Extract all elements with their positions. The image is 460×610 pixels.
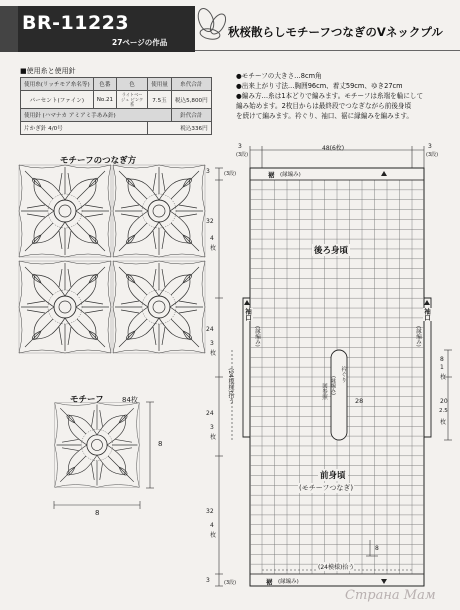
info-method-3: を続けて編みます。衿ぐり、袖口、裾に縁編みを編みます。 <box>236 112 413 120</box>
rdim-2-5: 2.5 <box>439 408 448 414</box>
info-motif-size: ●モチーフの大きさ…8cm角 <box>236 72 322 80</box>
info-method-2: 編み始めます。2枚目からは最終段でつなぎながら前後身頃 <box>236 102 412 110</box>
dim-3: 3 <box>206 168 210 175</box>
th-amount: 使用量 <box>148 78 172 91</box>
hem-top-sub: (縁編み) <box>280 172 301 178</box>
top-center-dim: 48(6枚) <box>322 145 345 152</box>
rdim-mai2: 枚 <box>440 419 447 426</box>
dim-mai-c: 枚 <box>210 434 217 441</box>
motif-dim-horizontal: 8 <box>95 509 100 517</box>
dim-24a: 24 <box>206 326 214 333</box>
dim-mai-b: 枚 <box>210 350 217 357</box>
top-left-rows: (3段) <box>236 152 249 158</box>
back-body-label: 後ろ身頃 <box>314 246 349 256</box>
rdim-8: 8 <box>440 356 444 363</box>
th-yarn: 使用糸(リッチモア糸名等) <box>21 78 94 91</box>
dim-3c-rows: (3段) <box>224 580 237 586</box>
pickup-bottom: (24模様)拾う <box>318 564 355 571</box>
needle-cost: 税込336円 <box>148 122 212 135</box>
pattern-title: 秋桜散らしモチーフつなぎのVネックプル <box>228 25 443 39</box>
info-method-1: ●編み方…糸は1本どりで編みます。モチーフは糸端を輪にして <box>236 92 424 100</box>
td-amount: 7.5玉 <box>148 91 172 109</box>
neckline-sub: (縁編み) <box>330 376 336 395</box>
th-color: 色 <box>117 78 148 91</box>
dim-mai-a: 枚 <box>210 245 217 252</box>
dim-3-rows: (3段) <box>224 171 237 177</box>
needle-label: 使用針 (ハマナカ アミアミ手あみ針) <box>21 109 172 122</box>
pickup-side: (24模様)拾う <box>227 368 234 405</box>
dim-32b: 32 <box>206 508 214 515</box>
motif-dim-vertical: 8 <box>158 440 163 448</box>
dim-3b: 3 <box>210 424 214 431</box>
hem-bottom-sub: (縁編み) <box>278 579 299 585</box>
sleeve-right-sub: (縁編み) <box>415 326 421 347</box>
td-colornum: No.21 <box>93 91 116 109</box>
th-cost: 糸代合計 <box>171 78 211 91</box>
td-yarn: パーセント(ファイン) <box>21 91 94 109</box>
dim-4b: 4 <box>210 522 214 529</box>
watermark: Страна Мам <box>345 588 436 603</box>
front-body-label: 前身頃 <box>320 471 346 481</box>
dim-4a: 4 <box>210 235 214 242</box>
pattern-id: BR-11223 <box>22 12 130 34</box>
motif-count: 84枚 <box>122 396 138 404</box>
motif-title: モチーフ <box>70 395 104 405</box>
neckline-ref: 図参照 <box>321 383 327 400</box>
needle-cost-label: 針代合計 <box>171 109 211 122</box>
td-color: ライトベージュ ピンク系 <box>117 91 148 109</box>
dim-32a: 32 <box>206 218 214 225</box>
info-finished-size: ●出来上がり寸法…胸囲96cm、着丈59cm、ゆき27cm <box>236 82 403 90</box>
rdim-20: 20 <box>440 398 448 405</box>
top-right-dim: 3 <box>428 143 432 150</box>
th-colornum: 色番 <box>93 78 116 91</box>
dim-3a: 3 <box>210 340 214 347</box>
page-reference: 27ページの作品 <box>112 38 168 47</box>
neckline-label: 衿ぐり <box>340 366 346 383</box>
sleeve-left-label: 袖口 <box>244 308 252 321</box>
top-left-dim: 3 <box>238 143 242 150</box>
hem-bottom-label: 裾 <box>266 578 273 586</box>
neck-small-dim: 8 <box>375 545 379 552</box>
sleeve-right-label: 袖口 <box>423 308 431 321</box>
dim-mai-d: 枚 <box>210 532 217 539</box>
dim-3c: 3 <box>206 577 210 584</box>
needle-value: 片かぎ針 4/0号 <box>21 122 148 135</box>
front-body-sub: (モチーフつなぎ) <box>299 484 354 492</box>
td-cost: 税込5,800円 <box>171 91 211 109</box>
materials-heading: ■使用糸と使用針 <box>20 67 76 75</box>
sleeve-left-sub: (縁編み) <box>254 326 260 347</box>
rdim-1: 1 <box>440 364 444 371</box>
rdim-mai: 枚 <box>440 374 447 381</box>
joining-title: モチーフのつなぎ方 <box>60 156 137 166</box>
dim-24b: 24 <box>206 410 214 417</box>
top-right-rows: (3段) <box>426 152 439 158</box>
hem-top-label: 裾 <box>268 171 275 179</box>
neckline-dim: 28 <box>355 397 364 405</box>
